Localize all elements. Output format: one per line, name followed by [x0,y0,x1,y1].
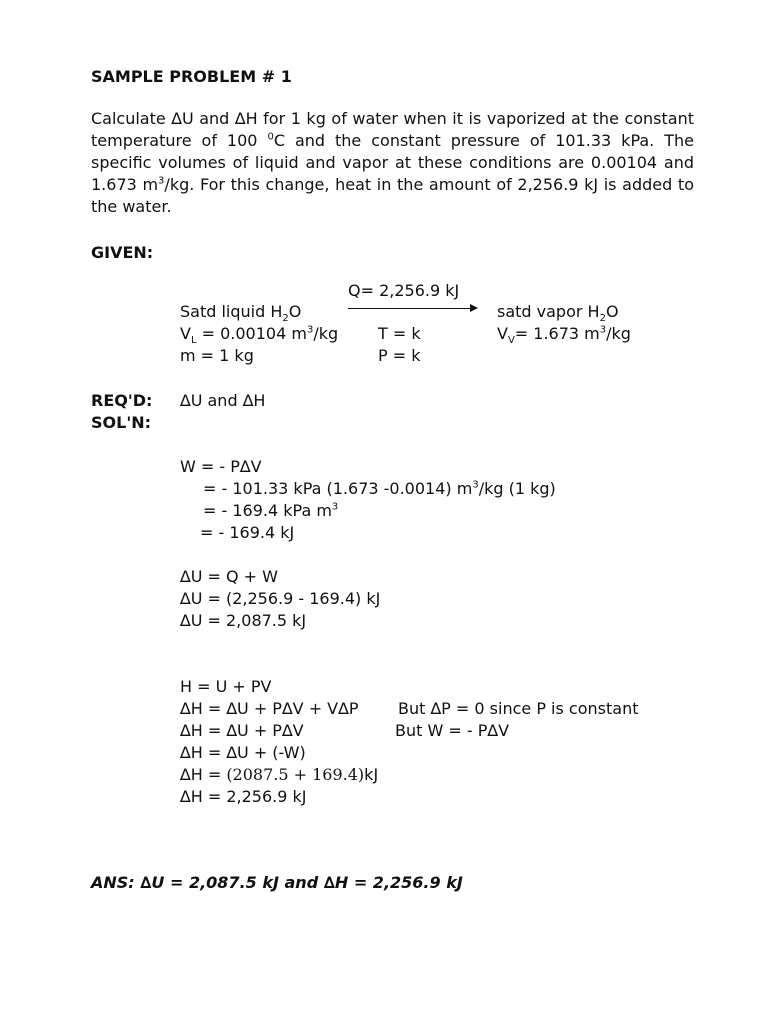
page-title: SAMPLE PROBLEM # 1 [91,67,292,86]
dh-line: ∆H = 2,256.9 kJ [180,787,307,806]
dh-line: ∆H = ∆U + (-W) [180,743,306,762]
work-line: = - 101.33 kPa (1.673 -0.0014) $m^3/kg$ (1 kg) [203,479,556,498]
dp-note: But ∆P = 0 since P is constant [398,699,639,718]
liquid-volume: $V_L = 0.00104$ $m^3/kg$ [180,324,339,347]
dh-line: ∆H = ∆U + P∆V [180,721,304,740]
work-line: = - 169.4 kPa $m^3$ [203,501,339,520]
soln-label: SOL'N: [91,413,152,432]
given-heading: GIVEN: [91,243,154,262]
process-arrow [348,308,476,309]
reqd-label: REQ'D: [91,391,153,410]
du-line: ∆U = (2,256.9 - 169.4) kJ [180,589,381,608]
pressure-constant: P = k [378,346,421,365]
du-line: ∆U = Q + W [180,567,278,586]
problem-statement: Calculate ∆U and ∆H for 1 kg of water when it is vaporized at the constant temperature of 100 $^0$C and the constant pressure of 101.33 kPa. The specific volumes of liquid and vapor at these conditions are 0.00104 and 1.673 $m^3/kg$. For this change, heat in the amount of 2,256.9 kJ is added to the water. [91,109,695,216]
heat-label: Q= 2,256.9 kJ [348,281,460,300]
work-line: W = - P∆V [180,457,262,476]
final-state-label: satd vapor $H_2O$ [497,302,619,325]
vapor-volume: $V_V= 1.673$ $m^3/kg$ [497,324,631,347]
initial-state-label: Satd liquid $H_2O$ [180,302,302,325]
reqd-value: ∆U and ∆H [180,391,266,410]
dh-line: ∆H = ∆U + P∆V + V∆P [180,699,359,718]
du-line: ∆U = 2,087.5 kJ [180,611,307,630]
dh-line: H = U + PV [180,677,272,696]
work-note: But W = - P∆V [395,721,510,740]
mass-value: m = 1 kg [180,346,254,365]
temperature-constant: T = k [378,324,421,343]
final-answer: ANS: ∆U = 2,087.5 kJ and ∆H = 2,256.9 kJ [91,873,463,892]
dh-line: ∆H = (2087.5 + 169.4)kJ [180,765,379,784]
work-line: = - 169.4 kJ [200,523,295,542]
